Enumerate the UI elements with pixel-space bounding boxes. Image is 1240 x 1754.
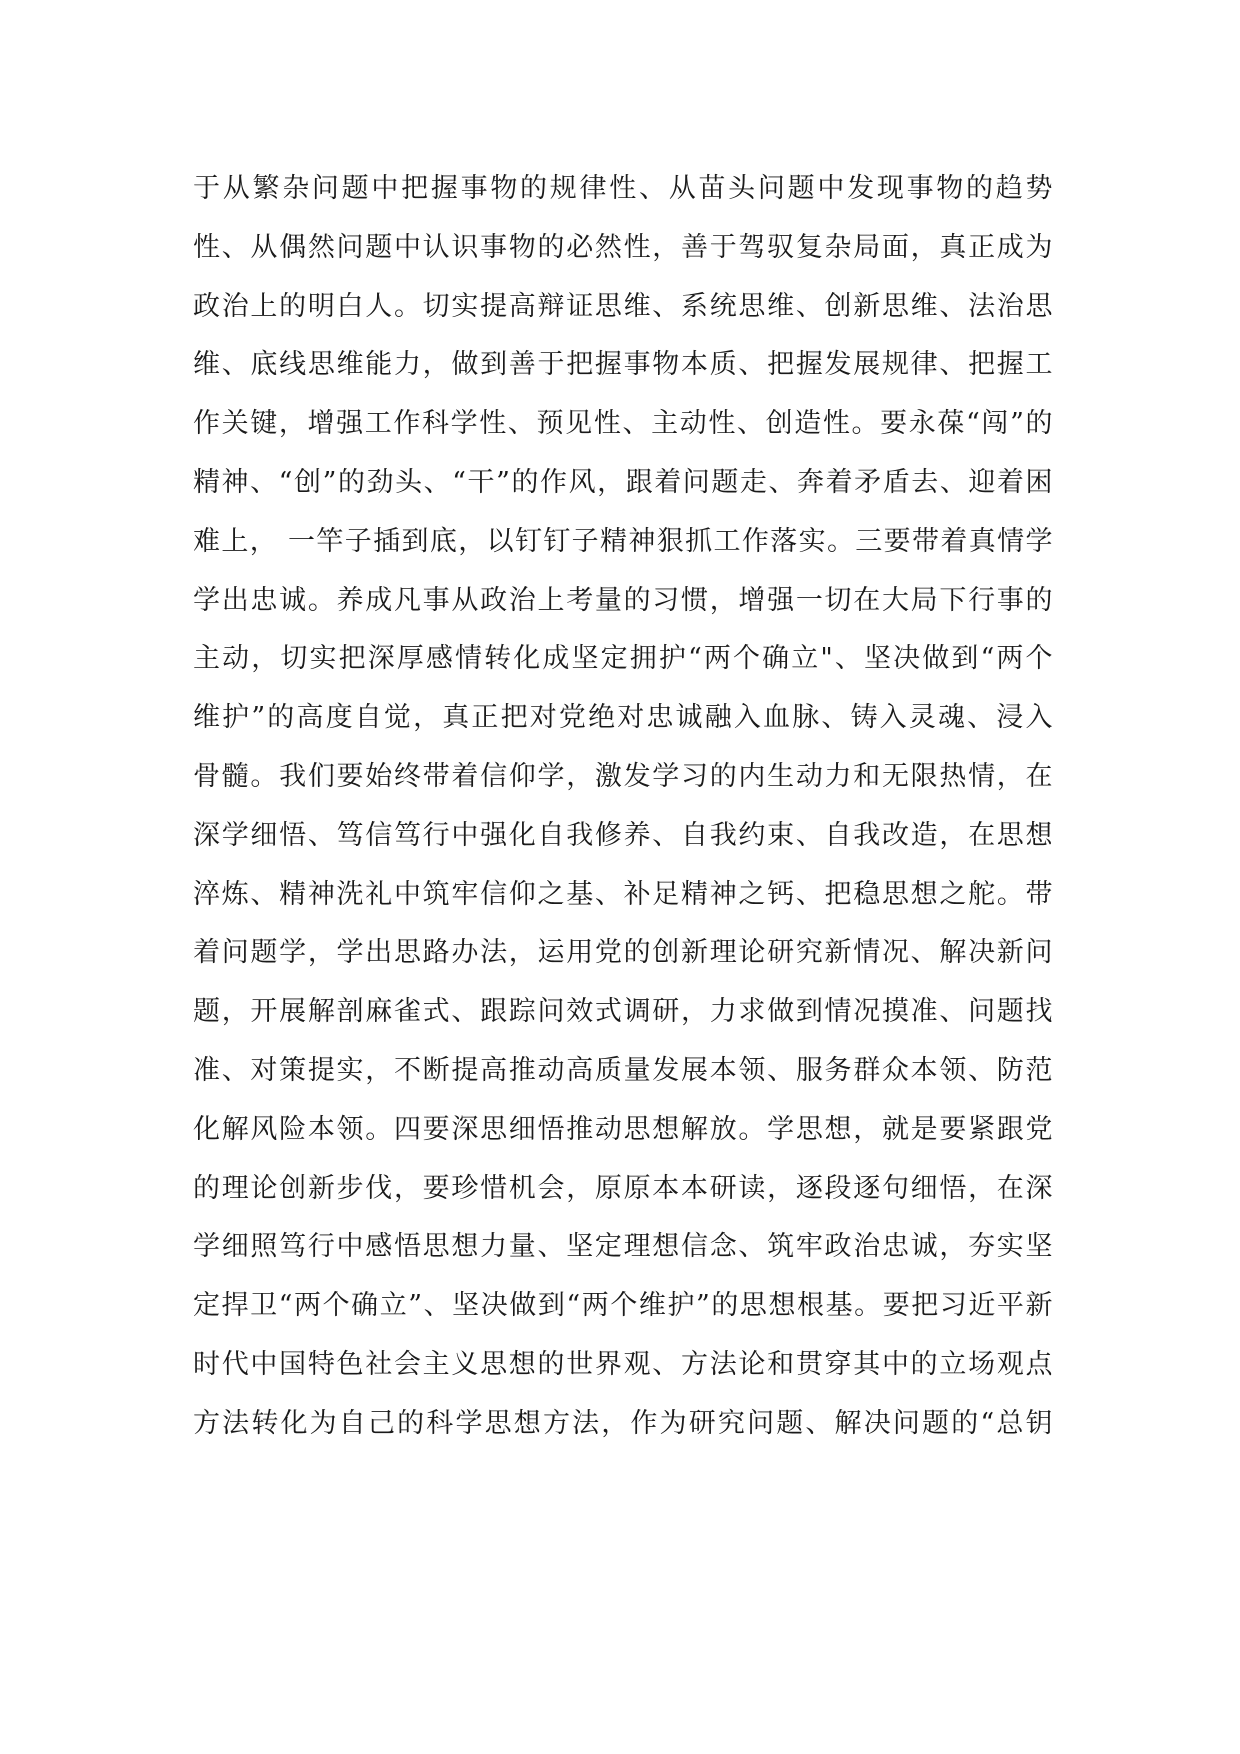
text-line: 骨髓。我们要始终带着信仰学，激发学习的内生动力和无限热情，在 xyxy=(193,760,1053,792)
text-line: 题，开展解剖麻雀式、跟踪问效式调研，力求做到情况摸准、问题找 xyxy=(193,996,1053,1028)
text-line: 学细照笃行中感悟思想力量、坚定理想信念、筑牢政治忠诚，夯实坚 xyxy=(193,1231,1053,1263)
text-line: 学出忠诚。养成凡事从政治上考量的习惯，增强一切在大局下行事的 xyxy=(193,584,1053,616)
text-line: 时代中国特色社会主义思想的世界观、方法论和贯穿其中的立场观点 xyxy=(193,1348,1053,1380)
text-line: 淬炼、精神洗礼中筑牢信仰之基、补足精神之钙、把稳思想之舵。带 xyxy=(193,878,1053,910)
text-line: 深学细悟、笃信笃行中强化自我修养、自我约束、自我改造，在思想 xyxy=(193,819,1053,851)
text-line: 政治上的明白人。切实提高辩证思维、系统思维、创新思维、法治思 xyxy=(193,290,1053,322)
text-line: 的理论创新步伐，要珍惜机会，原原本本研读，逐段逐句细悟，在深 xyxy=(193,1172,1053,1204)
body-paragraph xyxy=(193,160,1053,1454)
text-line: 维护”的高度自觉，真正把对党绝对忠诚融入血脉、铸入灵魂、浸入 xyxy=(193,702,1053,734)
text-line: 难上， 一竿子插到底，以钉钉子精神狠抓工作落实。三要带着真情学 xyxy=(193,525,1053,557)
text-line: 化解风险本领。四要深思细悟推动思想解放。学思想，就是要紧跟党 xyxy=(193,1113,1053,1145)
text-line: 精神、“创”的劲头、“干”的作风，跟着问题走、奔着矛盾去、迎着困 xyxy=(193,466,1053,498)
text-line: 性、从偶然问题中认识事物的必然性，善于驾驭复杂局面，真正成为 xyxy=(193,231,1053,263)
text-line: 作关键，增强工作科学性、预见性、主动性、创造性。要永葆“闯”的 xyxy=(193,408,1053,440)
text-line: 方法转化为自己的科学思想方法，作为研究问题、解决问题的“总钥 xyxy=(193,1407,1053,1439)
text-line: 主动，切实把深厚感情转化成坚定拥护“两个确立"、坚决做到“两个 xyxy=(193,643,1053,675)
text-line: 于从繁杂问题中把握事物的规律性、从苗头问题中发现事物的趋势 xyxy=(193,173,1053,204)
text-line: 维、底线思维能力，做到善于把握事物本质、把握发展规律、把握工 xyxy=(193,349,1053,381)
text-line: 定捍卫“两个确立”、坚决做到“两个维护”的思想根基。要把习近平新 xyxy=(193,1290,1053,1322)
text-line: 准、对策提实，不断提高推动高质量发展本领、服务群众本领、防范 xyxy=(193,1054,1053,1086)
text-line: 着问题学，学出思路办法，运用党的创新理论研究新情况、解决新问 xyxy=(193,937,1053,969)
